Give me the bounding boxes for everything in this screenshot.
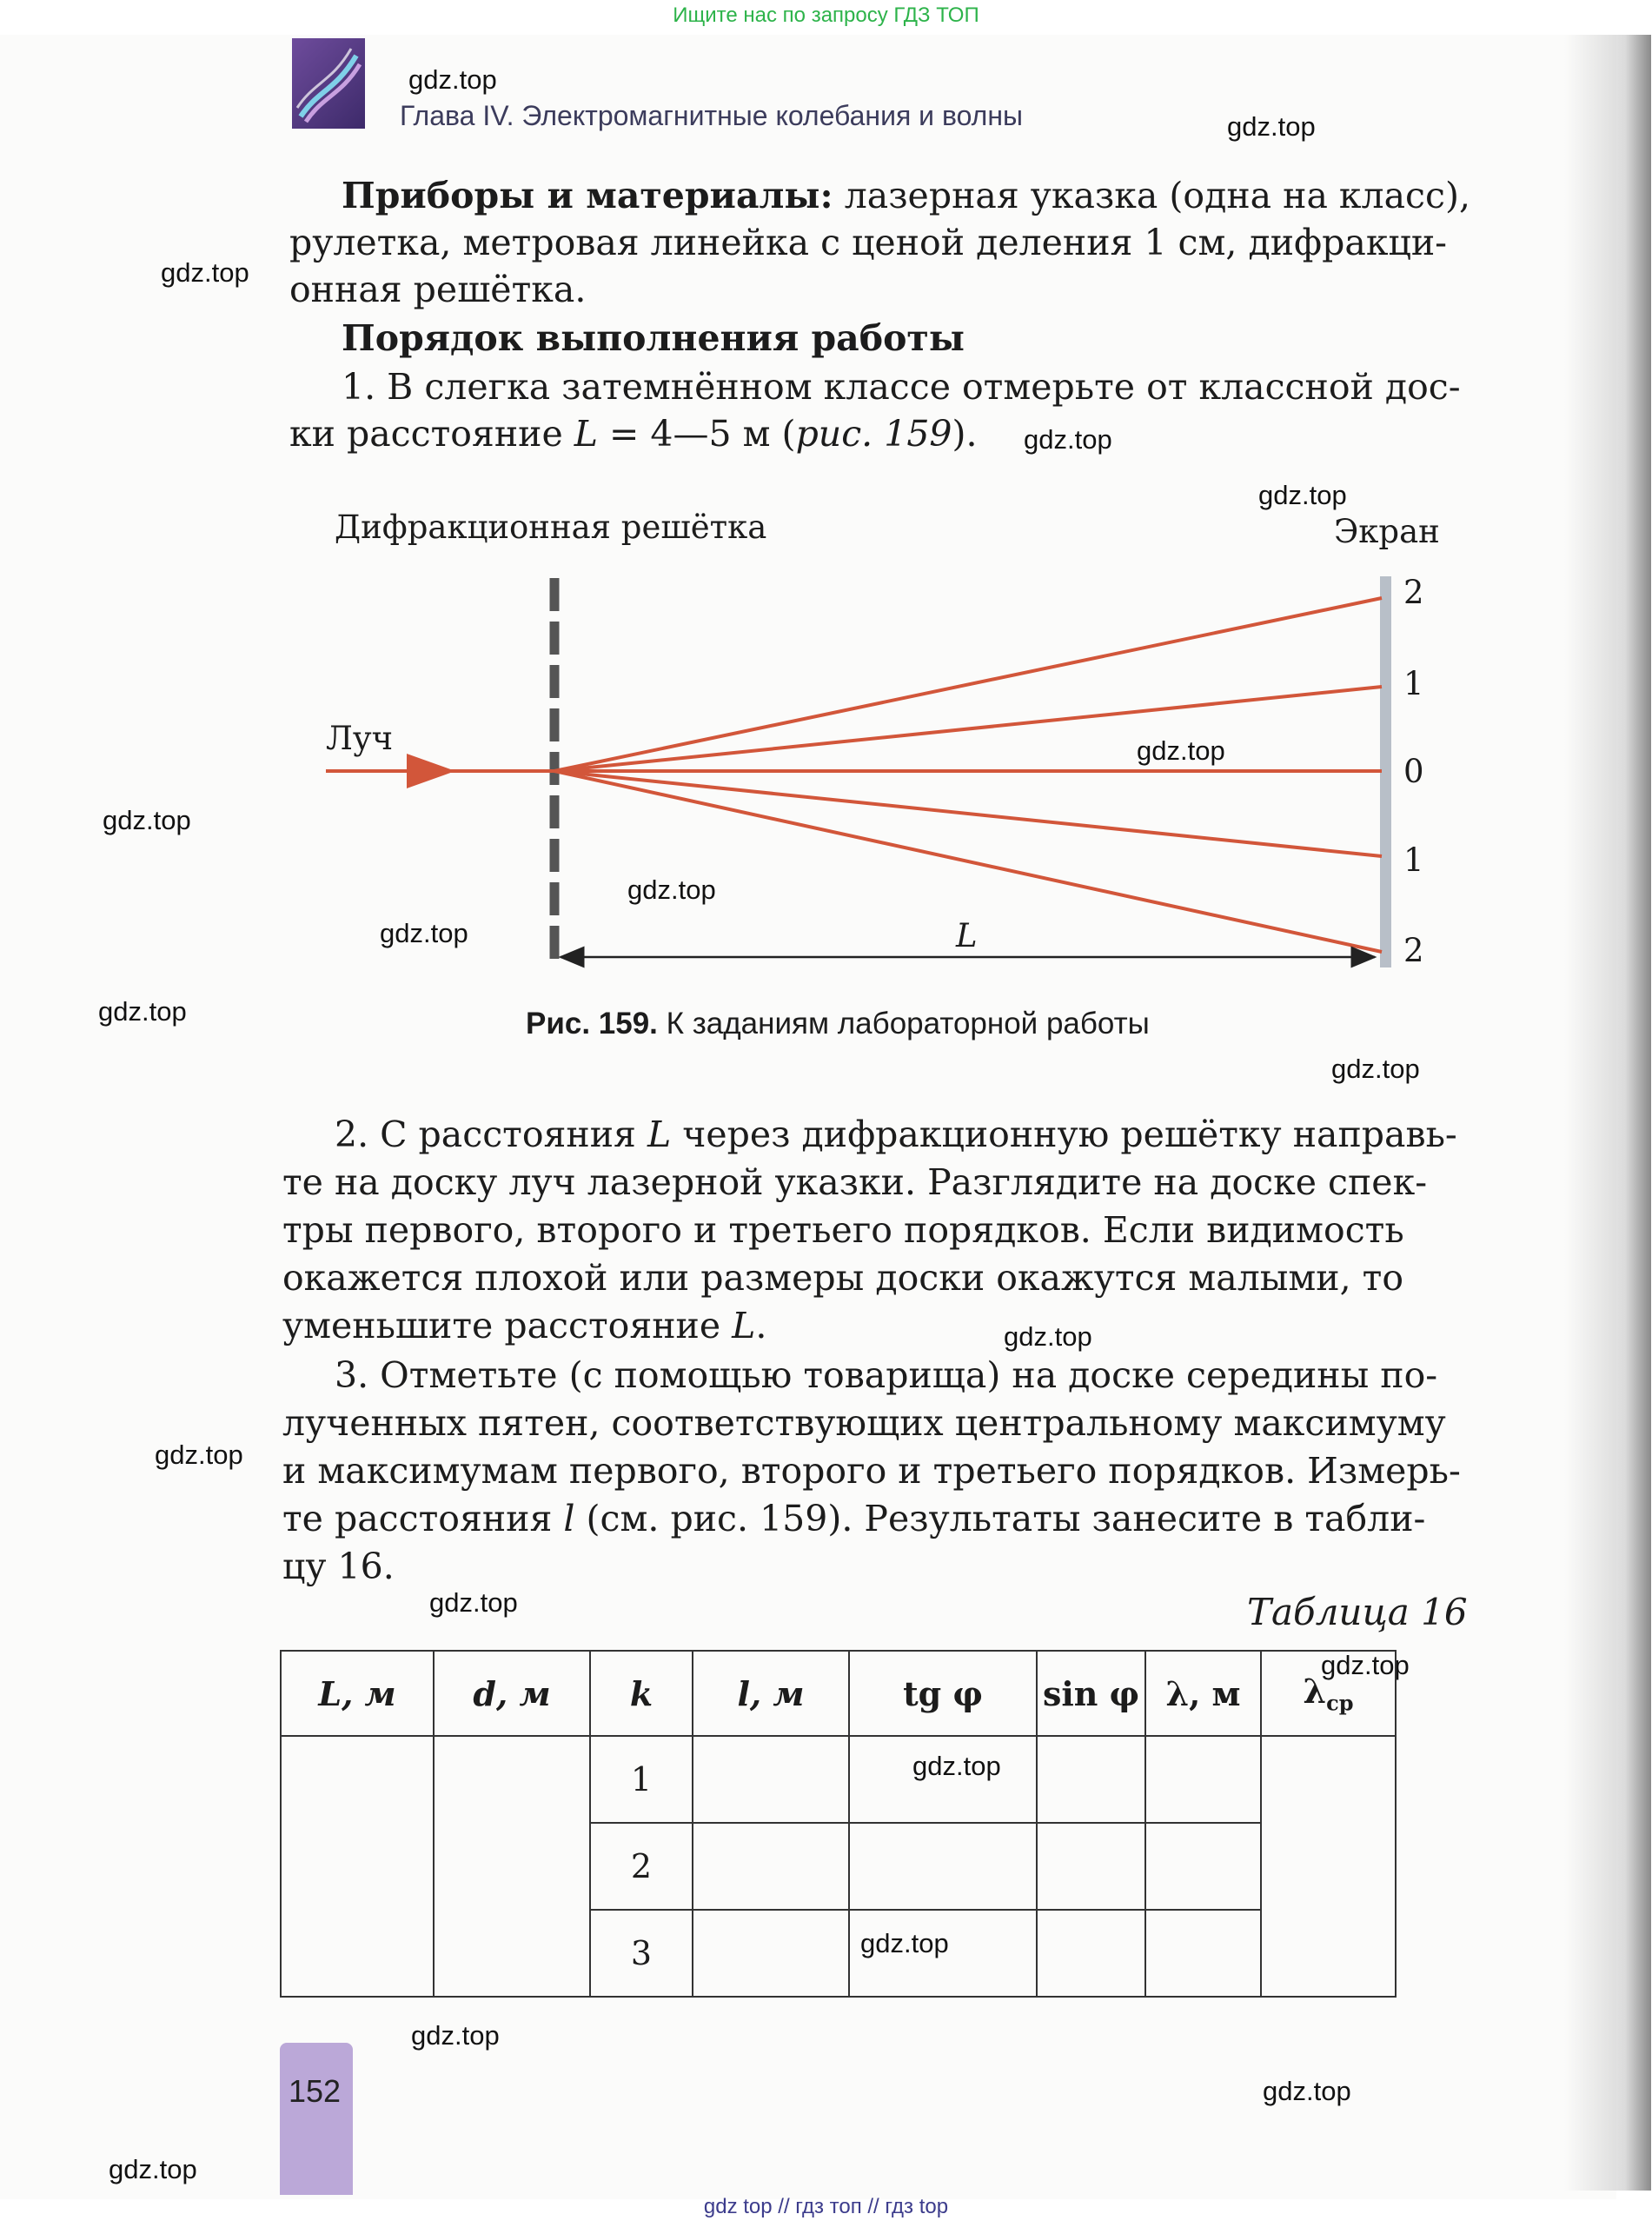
step3-line-5: цу 16. [282, 1546, 395, 1587]
watermark: gdz.top [1258, 480, 1347, 510]
step1-text: = 4—5 м ( [598, 413, 796, 455]
watermark: gdz.top [429, 1587, 518, 1618]
var-L: L [574, 413, 599, 455]
step3-line-2: лученных пятен, соответствующих центральному максимуму [282, 1402, 1446, 1444]
header-L: L, м [281, 1651, 434, 1736]
table-title: Таблица 16 [1247, 1591, 1468, 1633]
watermark: gdz.top [109, 2154, 197, 2184]
cell-lambda[interactable] [1145, 1823, 1261, 1910]
chapter-header: Глава IV. Электромагнитные колебания и волны [400, 100, 1024, 131]
watermark: gdz.top [1137, 735, 1225, 766]
watermark: gdz.top [155, 1439, 243, 1470]
cell-k: 3 [590, 1910, 693, 1997]
order-label: 1 [1403, 841, 1424, 879]
step1-text: ). [952, 413, 978, 455]
header-k: k [590, 1651, 693, 1736]
watermark: gdz.top [1331, 1054, 1420, 1084]
cell-k: 1 [590, 1736, 693, 1823]
watermark: gdz.top [1321, 1650, 1410, 1680]
step3-line-4 [282, 1495, 1425, 1543]
cell-l[interactable] [693, 1823, 849, 1910]
page-number-tab [280, 2043, 353, 2195]
watermark: gdz.top [912, 1751, 1001, 1781]
procedure-heading: Порядок выполнения работы [342, 317, 965, 359]
table-header-row [281, 1651, 1396, 1736]
beam-order-minus-1 [554, 771, 1382, 856]
var-L: L [732, 1305, 756, 1346]
step2-line-4: окажется плохой или размеры доски окажутся малыми, то [282, 1257, 1404, 1299]
header-lambda-avg [1261, 1651, 1396, 1736]
step1-line-1: 1. В слегка затемнённом классе отмерьте от классной дос- [342, 366, 1461, 408]
step2-text: . [755, 1305, 767, 1346]
screen-label: Экран [1334, 513, 1440, 550]
cell-tg[interactable] [849, 1823, 1037, 1910]
figure-caption [526, 1007, 1150, 1041]
watermark: gdz.top [98, 996, 187, 1027]
watermark: gdz.top [860, 1928, 949, 1958]
step2-line-2: те на доску луч лазерной указки. Разглядите на доске спек- [282, 1161, 1428, 1203]
watermark: gdz.top [161, 257, 249, 288]
header-l: l, м [693, 1651, 849, 1736]
results-table [280, 1650, 1397, 1998]
cell-d[interactable] [434, 1736, 590, 1997]
var-l: l [563, 1498, 575, 1539]
var-L: L [647, 1114, 672, 1155]
cell-lambda-avg[interactable] [1261, 1736, 1396, 1997]
table-row [281, 1736, 1396, 1823]
order-label: 2 [1403, 932, 1424, 969]
step2-text: 2. С расстояния [335, 1114, 647, 1155]
watermark: gdz.top [1263, 2076, 1351, 2106]
header-d: d, м [434, 1651, 590, 1736]
watermark: gdz.top [103, 805, 191, 835]
watermark: gdz.top [1004, 1321, 1092, 1352]
step2-line-5 [282, 1302, 766, 1350]
header-tg: tg φ [849, 1651, 1037, 1736]
cell-tg[interactable] [849, 1736, 1037, 1823]
cell-lambda[interactable] [1145, 1736, 1261, 1823]
step2-line-3: тры первого, второго и третьего порядков. Если видимость [282, 1209, 1404, 1251]
materials-text: лазерная указка (одна на класс), [833, 175, 1470, 216]
header-lambda: λ, м [1145, 1651, 1261, 1736]
step2-text: через дифракционную решётку направь- [671, 1114, 1457, 1155]
watermark: gdz.top [1024, 424, 1112, 455]
step3-line-3: и максимумам первого, второго и третьего порядков. Измерь- [282, 1450, 1461, 1492]
watermark: gdz.top [627, 874, 716, 905]
distance-label: L [956, 917, 978, 954]
grating-label: Дифракционная решётка [335, 509, 767, 546]
watermark: gdz.top [380, 918, 468, 948]
step2-text: уменьшите расстояние [282, 1305, 733, 1346]
diffraction-figure [0, 0, 1652, 1043]
step3-line-1: 3. Отметьте (с помощью товарища) на доске середины по- [335, 1354, 1438, 1396]
bottom-banner[interactable]: gdz top // гдз топ // гдз top [703, 2195, 949, 2218]
top-banner[interactable]: Ищите нас по запросу ГДЗ ТОП [673, 3, 979, 27]
lambda-symbol: λ [1303, 1671, 1327, 1711]
materials-line-2: рулетка, метровая линейка с ценой деления 1 см, дифракци- [289, 222, 1447, 263]
cell-tg[interactable] [849, 1910, 1037, 1997]
step3-text: те расстояния [282, 1498, 564, 1539]
watermark: gdz.top [408, 64, 497, 95]
step1-text: ки расстояние [289, 413, 574, 455]
watermark: gdz.top [1227, 111, 1316, 142]
order-label: 2 [1403, 574, 1424, 611]
watermark: gdz.top [411, 2020, 500, 2051]
figure-reference: рис. 159 [795, 413, 952, 455]
cell-sin[interactable] [1037, 1823, 1145, 1910]
beam-order-plus-2 [554, 598, 1382, 771]
step2-line-1 [335, 1111, 1457, 1159]
materials-label: Приборы и материалы: [342, 175, 833, 216]
beam-label: Луч [326, 720, 394, 757]
cell-sin[interactable] [1037, 1736, 1145, 1823]
lambda-subscript: ср [1326, 1690, 1354, 1716]
cell-l[interactable] [693, 1910, 849, 1997]
cell-lambda[interactable] [1145, 1910, 1261, 1997]
header-sin: sin φ [1037, 1651, 1145, 1736]
page-number: 152 [289, 2073, 342, 2109]
beam-order-plus-1 [554, 687, 1382, 771]
cell-sin[interactable] [1037, 1910, 1145, 1997]
cell-l[interactable] [693, 1736, 849, 1823]
order-label: 0 [1403, 753, 1424, 790]
order-label: 1 [1403, 665, 1424, 702]
cell-k: 2 [590, 1823, 693, 1910]
step3-text: (см. рис. 159). Результаты занесите в табли- [574, 1498, 1426, 1539]
caption-number: Рис. 159. [526, 1007, 658, 1041]
materials-line-3: онная решётка. [289, 269, 587, 310]
caption-text: К заданиям лабораторной работы [657, 1007, 1150, 1041]
cell-L[interactable] [281, 1736, 434, 1997]
